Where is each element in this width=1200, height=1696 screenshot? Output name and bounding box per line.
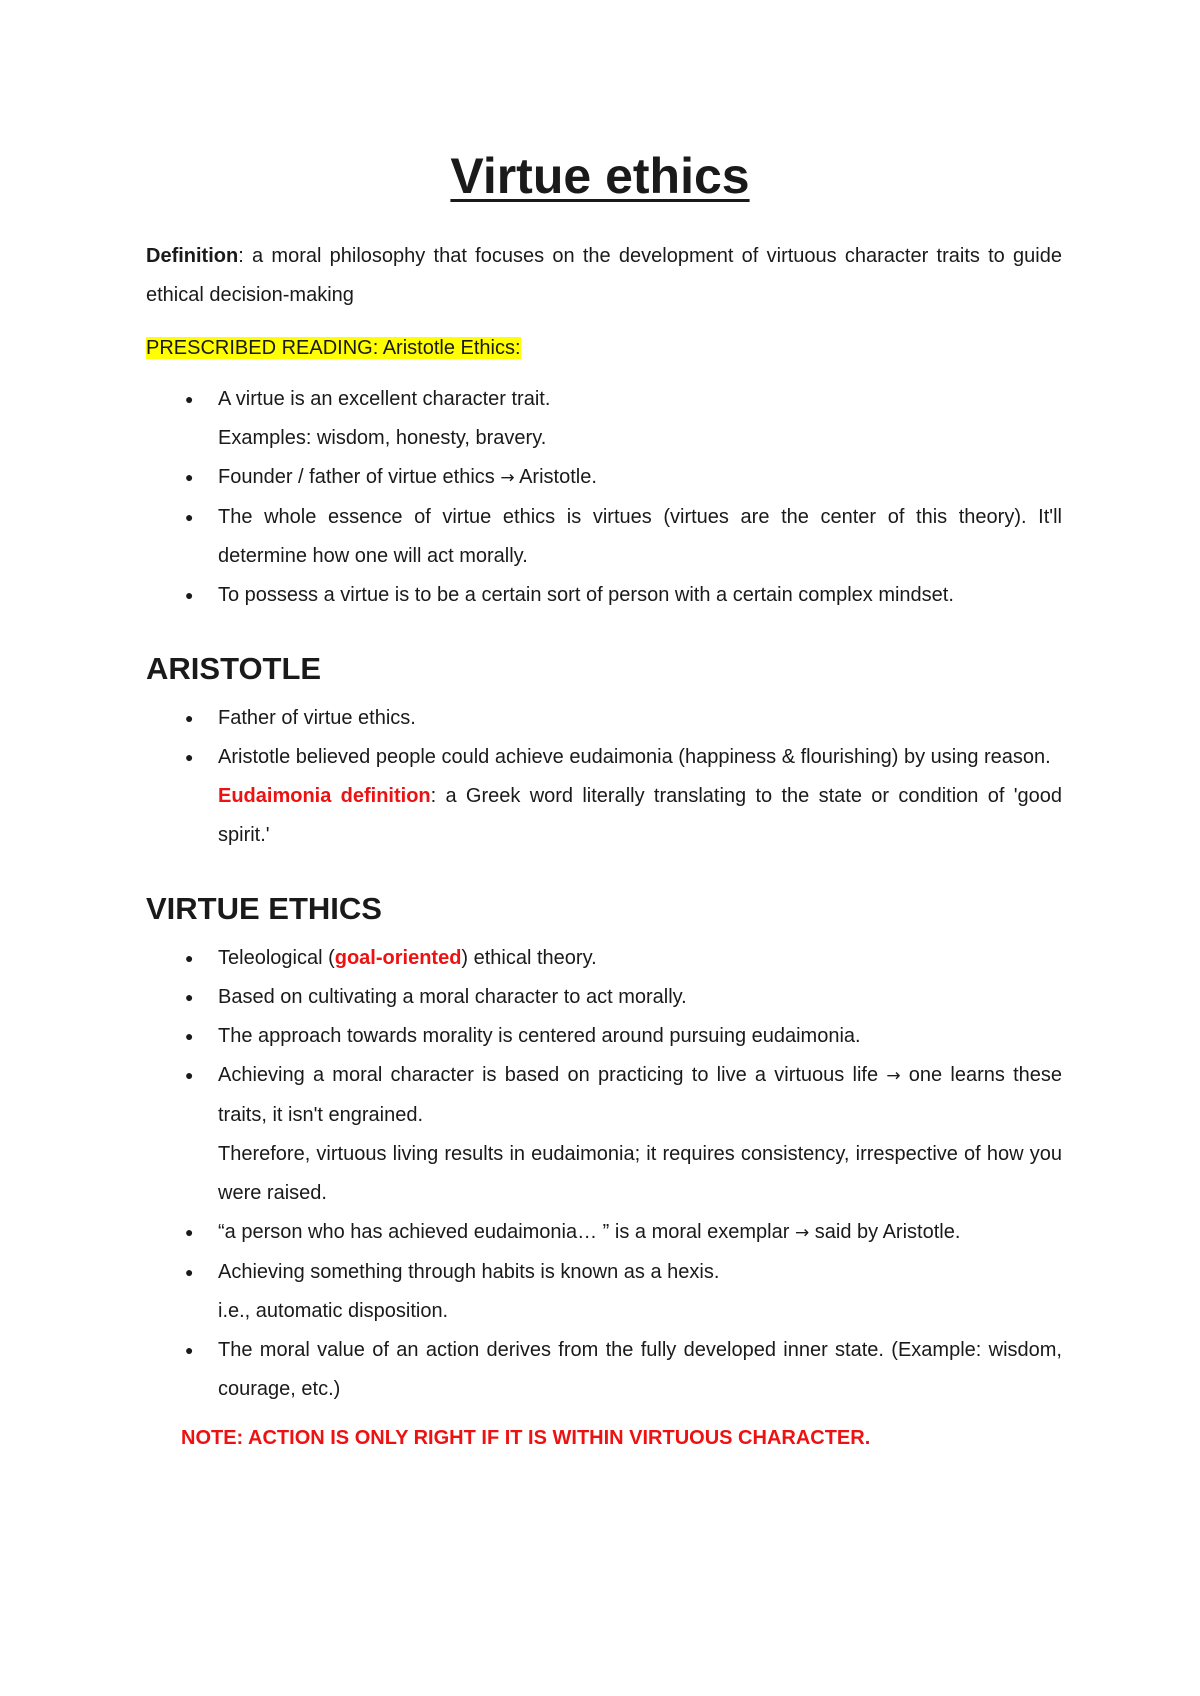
note-callout: NOTE: ACTION IS ONLY RIGHT IF IT IS WITHIN VIRTUOUS CHARACTER. — [181, 1427, 871, 1449]
bullet-icon: ● — [185, 989, 194, 1005]
bullet-icon: ● — [185, 587, 194, 603]
definition-text: : a moral philosophy that focuses on the development of virtuous character traits to guide ethical decision-making — [146, 245, 1062, 306]
document-body — [146, 237, 1062, 1458]
list-item: ● Based on cultivating a moral character to act morally. — [146, 978, 1062, 1017]
list-item-subline: Therefore, virtuous living results in eudaimonia; it requires consistency, irrespective of how you were raised. — [218, 1143, 1062, 1204]
list-item-subline: Examples: wisdom, honesty, bravery. — [218, 427, 547, 449]
bullet-icon: ● — [185, 1224, 194, 1240]
section-heading-virtue-ethics: VIRTUE ETHICS — [146, 891, 382, 926]
list-item: ● A virtue is an excellent character trait. Examples: wisdom, honesty, bravery. — [146, 380, 1062, 458]
section-heading-aristotle: ARISTOTLE — [146, 651, 322, 686]
virtue-ethics-bullet-list — [146, 939, 1062, 1409]
list-item: ● Achieving something through habits is known as a hexis. i.e., automatic disposition. — [146, 1253, 1062, 1331]
list-item: ● The whole essence of virtue ethics is virtues (virtues are the center of this theory). It'll determine how one will act morally. — [146, 498, 1062, 576]
intro-bullet-list — [146, 380, 1062, 615]
definition-label: Definition — [146, 245, 239, 267]
aristotle-bullet-list — [146, 699, 1062, 855]
bullet-icon: ● — [185, 1342, 194, 1358]
list-item: ● Achieving a moral character is based on practicing to live a virtuous life → one learns these traits, it isn't engrained. Therefore, virtuous living results in eudaimonia; it requires consistency, irrespective of how you were raised. — [146, 1056, 1062, 1213]
bullet-icon: ● — [185, 749, 194, 765]
bullet-icon: ● — [185, 509, 194, 525]
bullet-icon: ● — [185, 391, 194, 407]
list-item: ● Teleological (goal-oriented) ethical theory. — [146, 939, 1062, 978]
prescribed-reading-highlight: PRESCRIBED READING: Aristotle Ethics: — [146, 337, 521, 359]
bullet-icon: ● — [185, 1264, 194, 1280]
right-arrow-icon: → — [886, 1066, 901, 1086]
page-title: Virtue ethics — [450, 148, 750, 204]
list-item: ● Founder / father of virtue ethics → Aristotle. — [146, 458, 1062, 498]
list-item: ● Aristotle believed people could achieve eudaimonia (happiness & flourishing) by using reason. Eudaimonia definition: a Greek word literally translating to the state or condition of 'good spirit.' — [146, 738, 1062, 855]
list-item: ● Father of virtue ethics. — [146, 699, 1062, 738]
bullet-icon: ● — [185, 1028, 194, 1044]
right-arrow-icon: → — [794, 1223, 810, 1243]
list-item: ● “a person who has achieved eudaimonia… ” is a moral exemplar → said by Aristotle. — [146, 1213, 1062, 1253]
list-item-subline: i.e., automatic disposition. — [218, 1300, 449, 1322]
list-item: ● To possess a virtue is to be a certain sort of person with a certain complex mindset. — [146, 576, 1062, 615]
prescribed-reading — [146, 329, 1062, 368]
eudaimonia-definition-label: Eudaimonia definition — [218, 785, 431, 807]
bullet-icon: ● — [185, 1067, 194, 1083]
eudaimonia-definition: Eudaimonia definition: a Greek word literally translating to the state or condition of 'good spirit.' — [218, 785, 1062, 846]
goal-oriented-emphasis: goal-oriented — [334, 947, 462, 969]
definition-paragraph — [146, 237, 1062, 315]
list-item: ● The moral value of an action derives from the fully developed inner state. (Example: wisdom, courage, etc.) — [146, 1331, 1062, 1409]
right-arrow-icon: → — [500, 468, 515, 488]
list-item: ● The approach towards morality is centered around pursuing eudaimonia. — [146, 1017, 1062, 1056]
bullet-icon: ● — [185, 469, 194, 485]
bullet-icon: ● — [185, 950, 194, 966]
bullet-icon: ● — [185, 710, 194, 726]
